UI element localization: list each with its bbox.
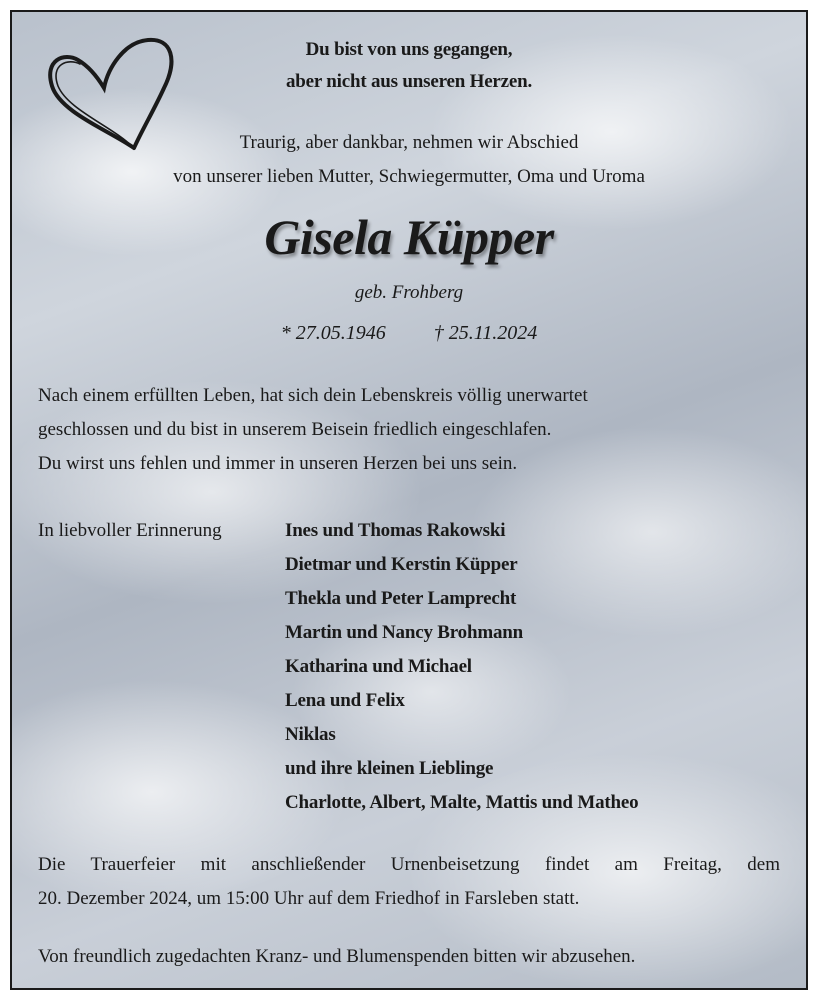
- motto-line-2: aber nicht aus unseren Herzen.: [285, 71, 533, 92]
- ceremony-line-1: Die Trauerfeier mit anschließender Urnenbeisetzung findet am Freitag, dem: [38, 854, 780, 875]
- intro-line-2: von unserer lieben Mutter, Schwiegermutter, Oma und Uroma: [173, 166, 645, 187]
- body-line-2: geschlossen und du bist in unserem Beisein friedlich eingeschlafen.: [38, 419, 552, 440]
- death-date: † 25.11.2024: [433, 322, 538, 344]
- mourner: Charlotte, Albert, Malte, Mattis und Matheo: [285, 792, 639, 813]
- life-dates: [12, 322, 806, 345]
- body-text: [38, 379, 780, 481]
- birth-name: geb. Frohberg: [354, 282, 464, 303]
- birth-date: * 27.05.1946: [280, 322, 386, 344]
- intro-text: [12, 126, 806, 194]
- mourner: Martin und Nancy Brohmann: [285, 622, 524, 643]
- flowers-note: Von freundlich zugedachten Kranz- und Blumenspenden bitten wir abzusehen.: [38, 946, 636, 967]
- body-line-1: Nach einem erfüllten Leben, hat sich dein Lebenskreis völlig unerwartet: [38, 385, 588, 406]
- mourner: Ines und Thomas Rakowski: [285, 520, 506, 541]
- motto-line-1: Du bist von uns gegangen,: [305, 39, 513, 60]
- mourner: Thekla und Peter Lamprecht: [285, 588, 517, 609]
- ceremony-info: [38, 848, 780, 916]
- obituary-notice: [10, 10, 808, 990]
- mourners-list: [285, 514, 638, 820]
- deceased-name: Gisela Küpper: [264, 209, 554, 265]
- motto: [12, 34, 806, 98]
- memory-label: In liebvoller Erinnerung: [38, 520, 222, 541]
- mourner: Lena und Felix: [285, 690, 405, 711]
- mourner: Dietmar und Kerstin Küpper: [285, 554, 518, 575]
- mourner: Katharina und Michael: [285, 656, 472, 677]
- intro-line-1: Traurig, aber dankbar, nehmen wir Abschied: [239, 132, 579, 153]
- ceremony-line-2: 20. Dezember 2024, um 15:00 Uhr auf dem Friedhof in Farsleben statt.: [38, 888, 580, 909]
- mourner: Niklas: [285, 724, 336, 745]
- mourner: und ihre kleinen Lieblinge: [285, 758, 494, 779]
- body-line-3: Du wirst uns fehlen und immer in unseren Herzen bei uns sein.: [38, 453, 518, 474]
